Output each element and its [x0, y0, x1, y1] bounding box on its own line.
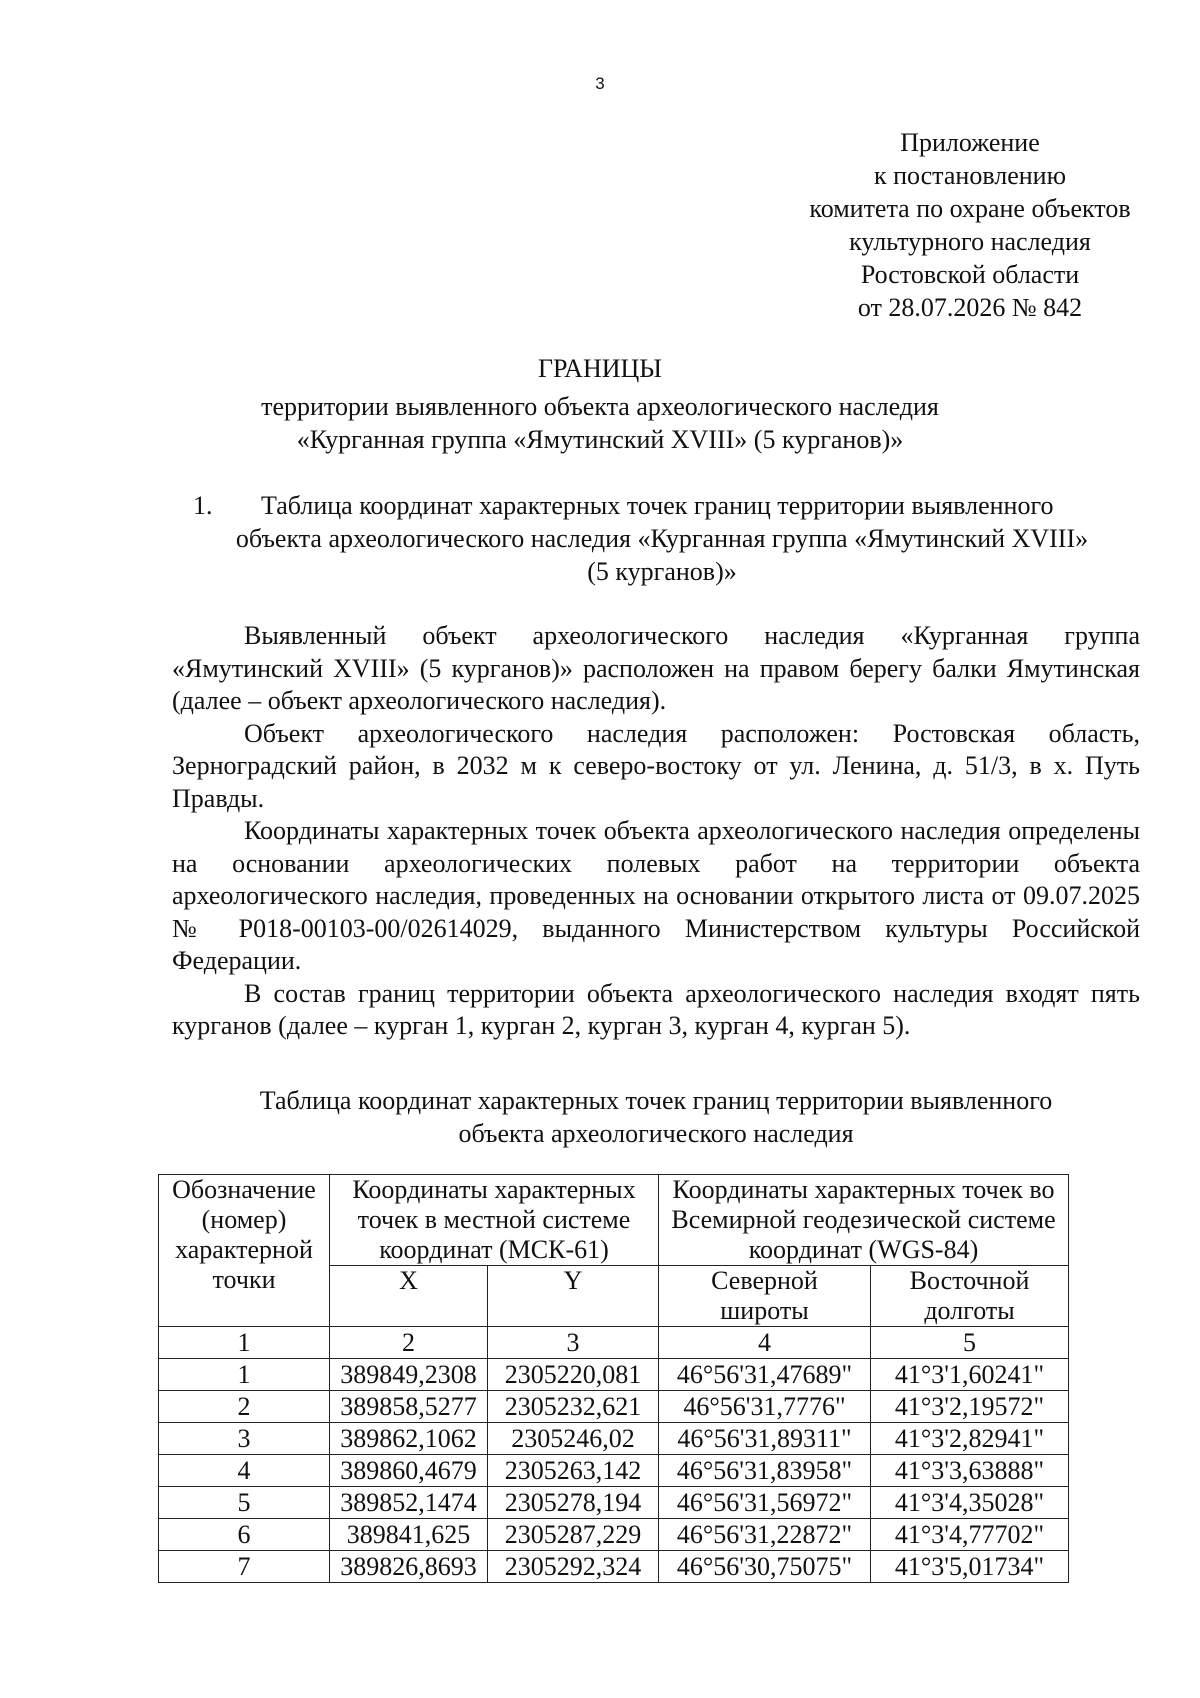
table-row [159, 1487, 1069, 1519]
latitude: 46°56'31,22872" [659, 1519, 871, 1551]
header-msk-61: Координаты характерных точек в местной системе координат (МСК-61) [330, 1175, 659, 1266]
point-number: 7 [159, 1551, 330, 1583]
appendix-line: Ростовской области [860, 260, 1080, 289]
section-number: 1. [193, 491, 213, 520]
appendix-line: культурного наследия [849, 227, 1091, 256]
table-row [159, 1551, 1069, 1583]
y-coordinate: 2305220,081 [488, 1359, 659, 1391]
longitude: 41°3'1,60241" [871, 1359, 1069, 1391]
paragraph: Выявленный объект археологического наследия «Курганная группа «Ямутинский XVIII» (5 курганов)» расположен на правом берегу балки Ямутинская (далее – объект археологического наследия). [172, 621, 1140, 715]
table-caption [172, 1085, 1140, 1150]
longitude: 41°3'4,77702" [871, 1519, 1069, 1551]
paragraph: Координаты характерных точек объекта археологического наследия определены на основании археологических полевых работ на территории объекта археологического наследия, проведенных на основании открытого листа от 09.07.2025 № Р018-00103-00/02614029, выданного Министерством культуры Российской Федерации. [172, 816, 1140, 975]
table-row [159, 1519, 1069, 1551]
y-coordinate: 2305278,194 [488, 1487, 659, 1519]
longitude: 41°3'4,35028" [871, 1487, 1069, 1519]
coordinates-table [158, 1174, 1069, 1583]
header-y: Y [488, 1266, 659, 1327]
section-heading [193, 489, 1131, 588]
appendix-line: Приложение [900, 128, 1040, 157]
point-number: 1 [159, 1359, 330, 1391]
table-row [159, 1359, 1069, 1391]
x-coordinate: 389841,625 [330, 1519, 488, 1551]
latitude: 46°56'31,7776" [659, 1391, 871, 1423]
column-number: 2 [330, 1327, 488, 1359]
body-text [172, 620, 1140, 1043]
column-number: 5 [871, 1327, 1069, 1359]
longitude: 41°3'2,19572" [871, 1391, 1069, 1423]
paragraph: Объект археологического наследия расположен: Ростовская область, Зерноградский район, в 2032 м к северо-востоку от ул. Ленина, д. 51/3, в х. Путь Правды. [172, 718, 1140, 813]
column-number: 4 [659, 1327, 871, 1359]
section-heading-line: объекта археологического наследия «Курганная группа «Ямутинский XVIII» [235, 524, 1089, 553]
x-coordinate: 389849,2308 [330, 1359, 488, 1391]
point-number: 2 [159, 1391, 330, 1423]
table-row [159, 1423, 1069, 1455]
longitude: 41°3'3,63888" [871, 1455, 1069, 1487]
header-x: X [330, 1266, 488, 1327]
point-number: 4 [159, 1455, 330, 1487]
point-number: 5 [159, 1487, 330, 1519]
x-coordinate: 389852,1474 [330, 1487, 488, 1519]
point-number: 6 [159, 1519, 330, 1551]
subtitle-line: территории выявленного объекта археологического наследия [261, 392, 939, 421]
latitude: 46°56'31,56972" [659, 1487, 871, 1519]
header-latitude: Северной широты [659, 1266, 871, 1327]
column-numbers-row [159, 1327, 1069, 1359]
latitude: 46°56'31,83958" [659, 1455, 871, 1487]
header-longitude: Восточной долготы [871, 1266, 1069, 1327]
y-coordinate: 2305246,02 [488, 1423, 659, 1455]
column-number: 1 [159, 1327, 330, 1359]
y-coordinate: 2305263,142 [488, 1455, 659, 1487]
appendix-line: к постановлению [873, 161, 1067, 190]
document-title: ГРАНИЦЫ [538, 354, 662, 383]
x-coordinate: 389826,8693 [330, 1551, 488, 1583]
paragraph: В состав границ территории объекта археологического наследия входят пять курганов (далее – курган 1, курган 2, курган 3, курган 4, курган 5). [172, 978, 1140, 1040]
latitude: 46°56'30,75075" [659, 1551, 871, 1583]
x-coordinate: 389860,4679 [330, 1455, 488, 1487]
y-coordinate: 2305287,229 [488, 1519, 659, 1551]
header-wgs-84: Координаты характерных точек во Всемирной геодезической системе координат (WGS-84) [659, 1175, 1069, 1266]
x-coordinate: 389862,1062 [330, 1423, 488, 1455]
column-number: 3 [488, 1327, 659, 1359]
appendix-line: комитета по охране объектов [809, 194, 1131, 223]
point-number: 3 [159, 1423, 330, 1455]
appendix-block [740, 126, 1200, 324]
longitude: 41°3'2,82941" [871, 1423, 1069, 1455]
appendix-line: от 28.07.2026 № 842 [857, 293, 1083, 322]
latitude: 46°56'31,47689" [659, 1359, 871, 1391]
table-header-row [159, 1175, 1069, 1266]
page-number: 3 [595, 74, 605, 93]
latitude: 46°56'31,89311" [659, 1423, 871, 1455]
y-coordinate: 2305232,621 [488, 1391, 659, 1423]
y-coordinate: 2305292,324 [488, 1551, 659, 1583]
longitude: 41°3'5,01734" [871, 1551, 1069, 1583]
section-heading-line: Таблица координат характерных точек границ территории выявленного [261, 491, 1054, 520]
table-caption-line: объекта археологического наследия [458, 1118, 854, 1148]
table-caption-line: Таблица координат характерных точек границ территории выявленного [259, 1086, 1053, 1115]
table-row [159, 1455, 1069, 1487]
subtitle-line: «Курганная группа «Ямутинский XVIII» (5 курганов)» [296, 425, 904, 454]
table-row [159, 1391, 1069, 1423]
section-heading-line: (5 курганов)» [587, 557, 737, 586]
x-coordinate: 389858,5277 [330, 1391, 488, 1423]
header-point-designation: Обозначение (номер) характерной точки [159, 1175, 330, 1327]
document-subtitle [0, 390, 1200, 456]
